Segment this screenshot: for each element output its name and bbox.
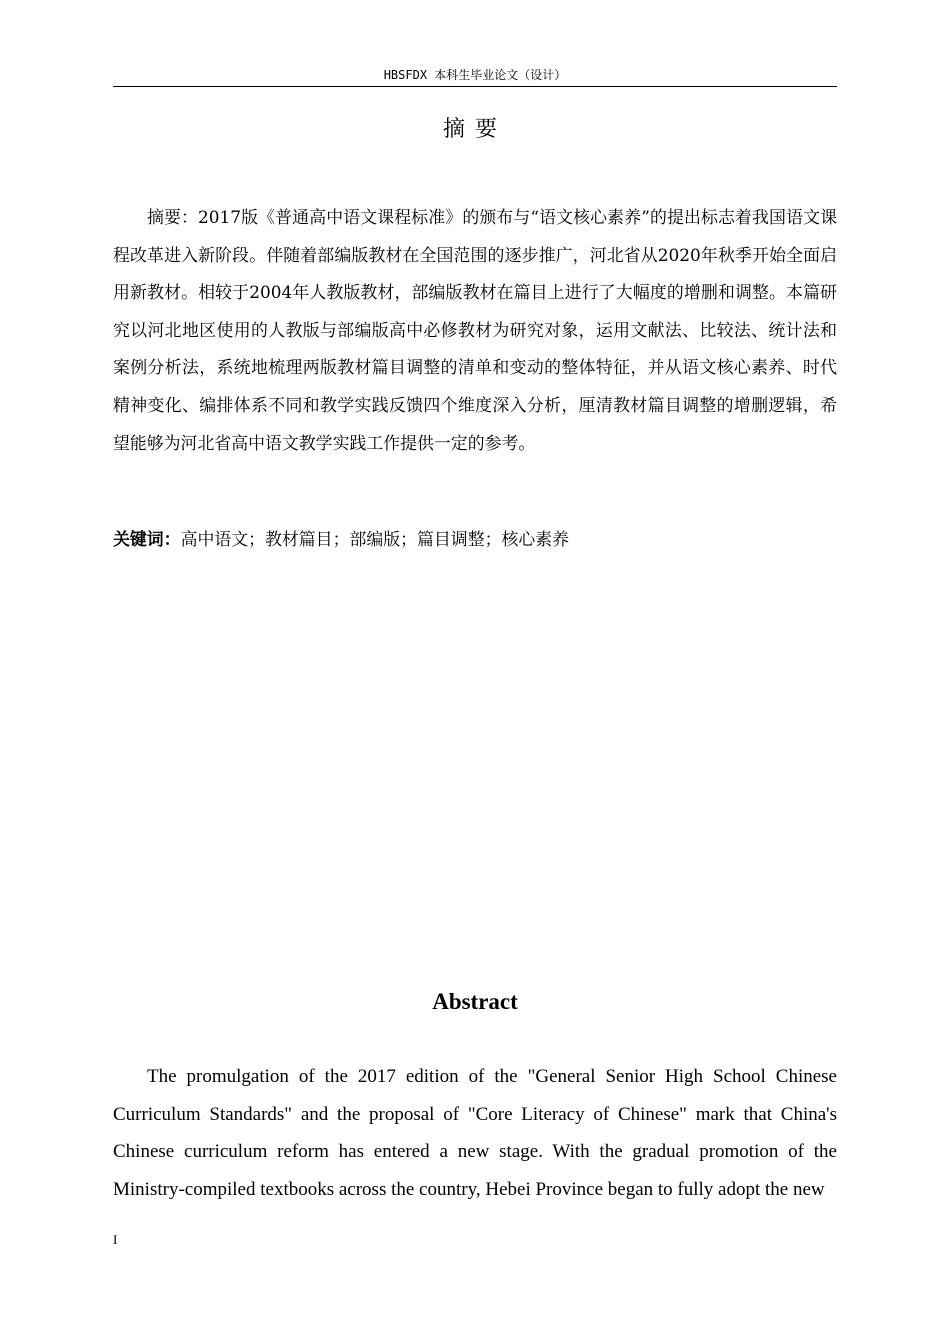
page-number: I: [113, 1232, 118, 1247]
chinese-abstract-body: 摘要：2017版《普通高中语文课程标准》的颁布与“语文核心素养”的提出标志着我国语文课程改革进入新阶段。伴随着部编版教材在全国范围的逐步推广，河北省从2020年秋季开始全面启用新教材。相较于2004年人教版教材，部编版教材在篇目上进行了大幅度的增删和调整。本篇研究以河北地区使用的人教版与部编版高中必修教材为研究对象，运用文献法、比较法、统计法和案例分析法，系统地梳理两版教材篇目调整的清单和变动的整体特征，并从语文核心素养、时代精神变化、编排体系不同和教学实践反馈四个维度深入分析，厘清教材篇目调整的增删逻辑，希望能够为河北省高中语文教学实践工作提供一定的参考。: [113, 207, 837, 453]
chinese-abstract-title: 摘要: [442, 117, 507, 142]
english-abstract-title: Abstract: [432, 989, 518, 1014]
running-header: HBSFDX 本科生毕业论文（设计）: [383, 68, 567, 82]
english-abstract-body: The promulgation of the 2017 edition of the "General Senior High School Chinese Curriculum Standards" and the proposal of "Core Literacy of Chinese" mark that China's Chinese curriculum reform has entered a new stage. With the gradual promotion of the Ministry-compiled textbooks across the country, Hebei Province began to fully adopt the new: [113, 1066, 837, 1200]
keywords-label: 关键词：: [113, 529, 181, 549]
header-rule: [113, 86, 837, 87]
keywords-list: 高中语文；教材篇目；部编版；篇目调整；核心素养: [180, 529, 570, 549]
chinese-keywords: [113, 522, 837, 556]
